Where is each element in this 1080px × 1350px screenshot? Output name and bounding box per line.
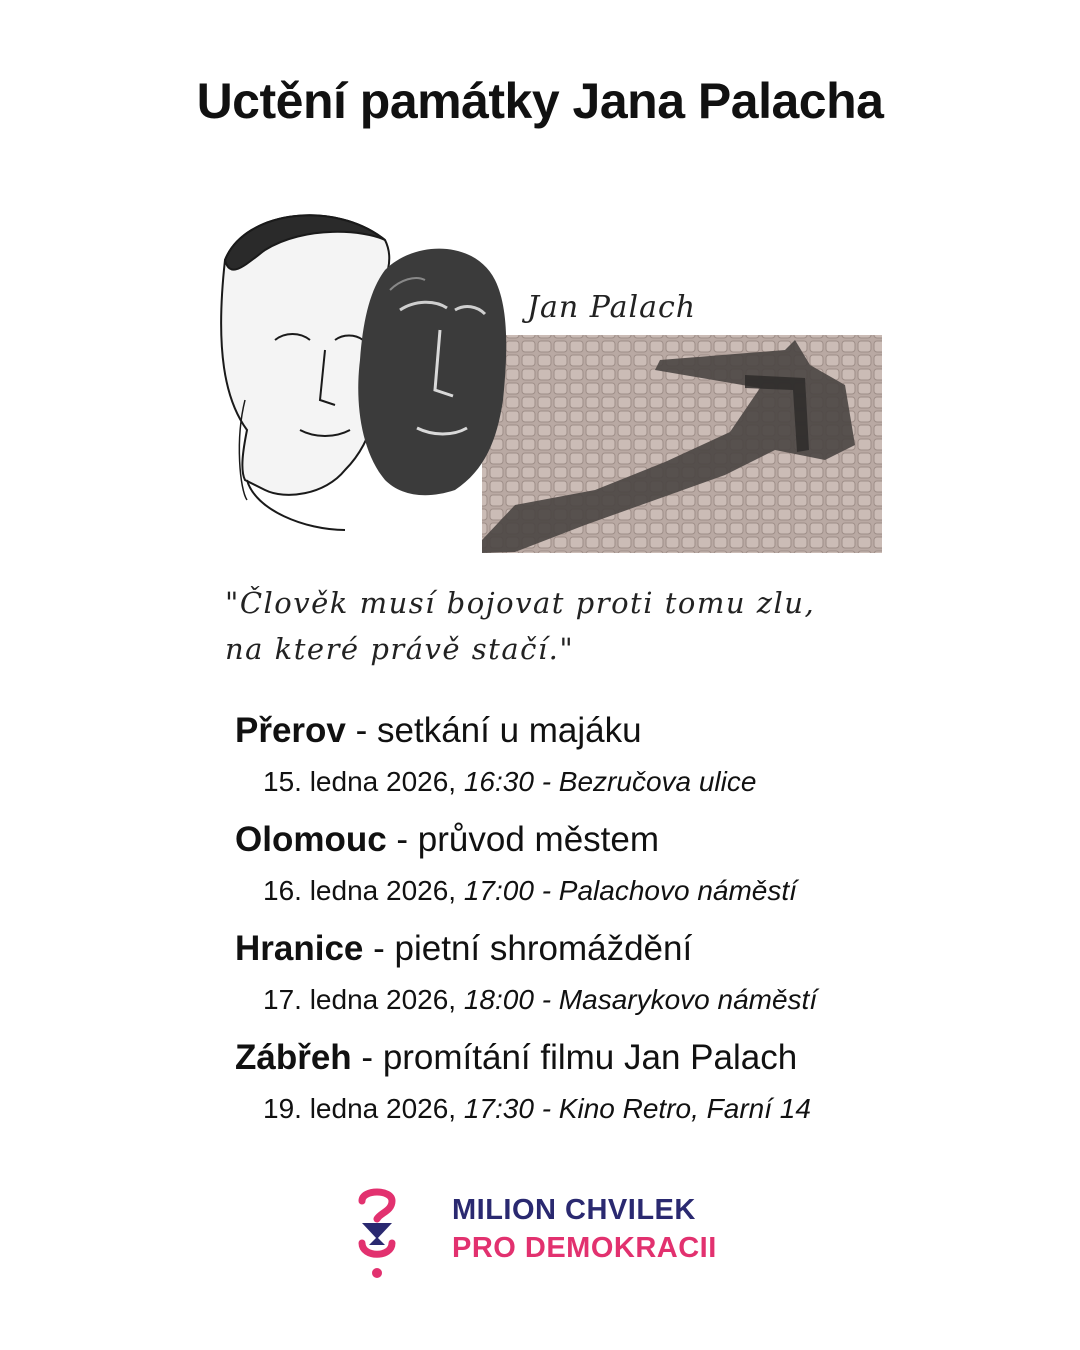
event-date: 16. ledna 2026, [263, 875, 464, 906]
event-city: Hranice [235, 929, 364, 968]
event-item-prerov [235, 705, 935, 814]
logo-wordmark [452, 1191, 717, 1267]
event-list [235, 705, 935, 1141]
palach-quote [225, 580, 865, 672]
hourglass-question-icon [352, 1183, 402, 1283]
event-title: pietní shromáždění [394, 929, 693, 968]
event-heading [235, 814, 935, 866]
event-item-hranice [235, 923, 935, 1032]
event-city: Olomouc [235, 820, 387, 859]
event-title: průvod městem [417, 820, 660, 859]
event-separator: - [351, 1038, 383, 1077]
event-date: 17. ledna 2026, [263, 984, 464, 1015]
logo-line-1: MILION CHVILEK [452, 1194, 696, 1226]
bronze-head [358, 249, 506, 496]
event-time-place: 18:00 - Masarykovo náměstí [463, 984, 818, 1015]
event-item-zabreh [235, 1032, 935, 1141]
event-city: Zábřeh [235, 1038, 352, 1077]
event-city: Přerov [235, 711, 346, 750]
event-details [235, 866, 935, 916]
palach-artwork [185, 200, 895, 560]
event-heading [235, 923, 935, 975]
quote-line-1: "Člověk musí bojovat proti tomu zlu, [225, 586, 816, 620]
portrait-caption: Jan Palach [527, 290, 697, 325]
event-heading [235, 705, 935, 757]
event-separator: - [345, 711, 378, 750]
event-separator: - [386, 820, 418, 859]
page-title: Uctění památky Jana Palacha [196, 73, 884, 129]
event-title: setkání u majáku [377, 711, 642, 750]
event-date: 19. ledna 2026, [263, 1093, 464, 1124]
event-details [235, 1084, 935, 1134]
event-title: promítání filmu Jan Palach [382, 1038, 798, 1077]
event-separator: - [363, 929, 395, 968]
event-item-olomouc [235, 814, 935, 923]
event-time-place: 16:30 - Bezručova ulice [463, 766, 757, 797]
milion-chvilek-logo [352, 1183, 752, 1283]
event-date: 15. ledna 2026, [263, 766, 464, 797]
event-details [235, 975, 935, 1025]
quote-line-2: na které právě stačí." [225, 632, 575, 666]
event-details [235, 757, 935, 807]
portrait-and-memorial-illustration [185, 200, 895, 560]
event-time-place: 17:30 - Kino Retro, Farní 14 [463, 1093, 811, 1124]
event-time-place: 17:00 - Palachovo náměstí [463, 875, 797, 906]
logo-line-2: PRO DEMOKRACII [452, 1232, 717, 1264]
event-heading [235, 1032, 935, 1084]
